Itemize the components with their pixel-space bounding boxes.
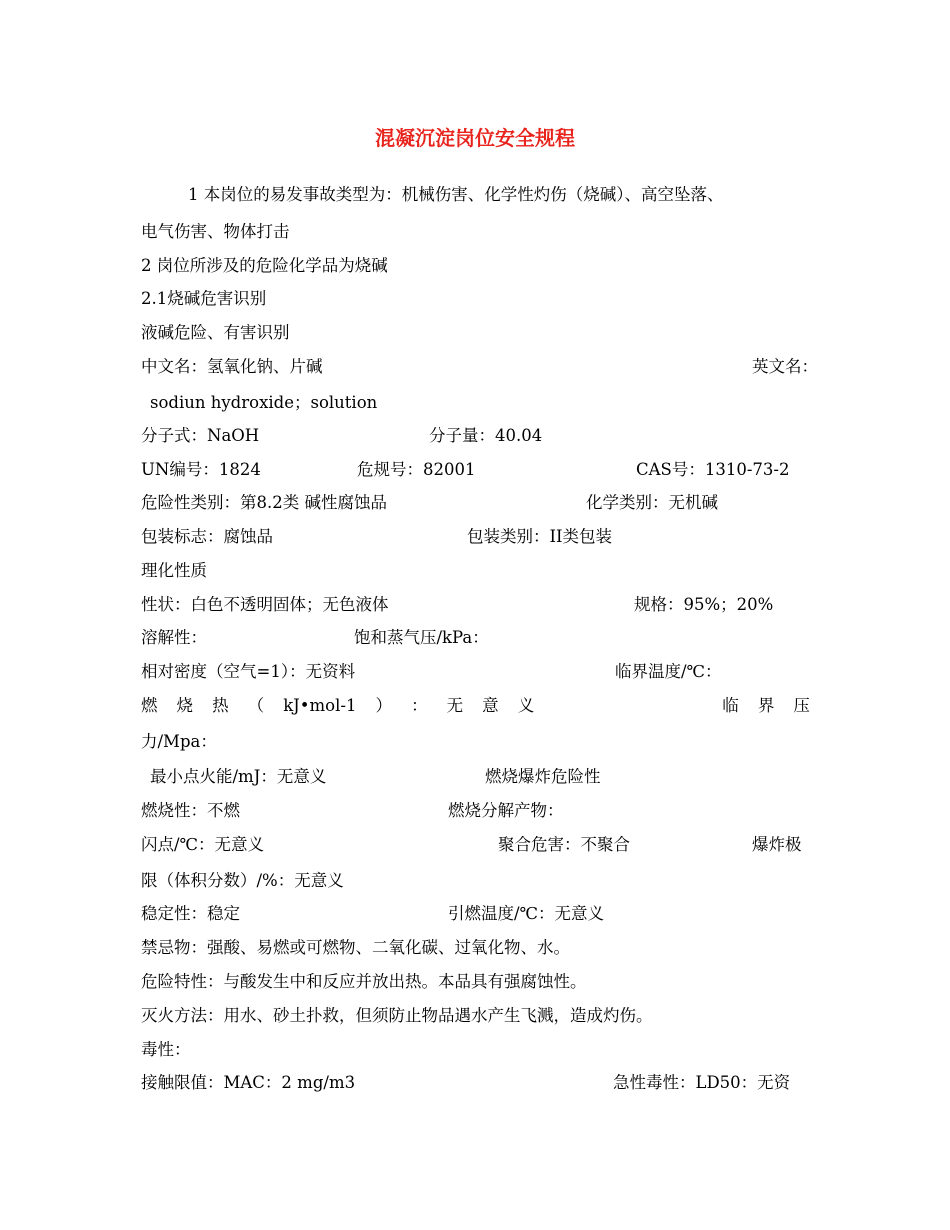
- critical-pressure-token: 压: [793, 696, 810, 715]
- appearance: 性状：白色不透明固体；无色液体: [141, 595, 389, 614]
- critical-pressure-token: 界: [757, 696, 775, 715]
- flash-point: 闪点/℃：无意义: [141, 835, 265, 854]
- decomposition-products: 燃烧分解产物：: [448, 801, 564, 820]
- explosion-limit-head: 爆炸极: [752, 835, 802, 854]
- explosion-hazard-heading: 燃烧爆炸危险性: [485, 767, 601, 786]
- heat-token: 烧: [176, 696, 194, 715]
- specification: 规格：95%；20%: [634, 595, 774, 614]
- heat-token: kJ•mol-1: [283, 696, 357, 715]
- danger-code: 危规号：82001: [357, 460, 476, 479]
- incompatible-materials: 禁忌物：强酸、易燃或可燃物、二氧化碳、过氧化物、水。: [141, 938, 570, 957]
- fire-fighting-method: 灭火方法：用水、砂土扑救，但须防止物品遇水产生飞溅，造成灼伤。: [141, 1006, 653, 1025]
- relative-density: 相对密度（空气=1）：无资料: [141, 662, 356, 681]
- heat-token: 义: [517, 696, 535, 715]
- heat-token: ：: [411, 696, 428, 715]
- molecular-formula: 分子式：NaOH: [141, 426, 260, 445]
- heat-token: 意: [482, 696, 499, 715]
- section-2-heading: 2 岗位所涉及的危险化学品为烧碱: [141, 256, 388, 275]
- flammability: 燃烧性：不燃: [141, 801, 240, 820]
- heat-of-combustion-line: [141, 696, 810, 716]
- paragraph-1-line-1: 1 本岗位的易发事故类型为：机械伤害、化学性灼伤（烧碱）、高空坠落、: [188, 185, 724, 204]
- hazard-class: 危险性类别：第8.2类 碱性腐蚀品: [141, 493, 387, 512]
- heat-token: 燃: [141, 696, 158, 715]
- hazard-feature: 危险特性：与酸发生中和反应并放出热。本品具有强腐蚀性。: [141, 972, 587, 991]
- solubility: 溶解性：: [141, 628, 207, 647]
- english-name-value: sodiun hydroxide；solution: [150, 393, 378, 412]
- english-name-label: 英文名：: [752, 357, 818, 376]
- physchem-heading: 理化性质: [141, 561, 207, 580]
- vapor-pressure: 饱和蒸气压/kPa：: [354, 628, 489, 647]
- critical-pressure-continuation: 力/Mpa：: [141, 732, 217, 751]
- explosion-limit-continuation: 限（体积分数）/%：无意义: [141, 871, 344, 890]
- package-class: 包装类别：II类包装: [467, 527, 613, 546]
- heat-token: 热: [212, 696, 229, 715]
- critical-pressure-token: 临: [722, 696, 739, 715]
- cas-number: CAS号：1310-73-2: [636, 460, 790, 479]
- polymerization: 聚合危害：不聚合: [498, 835, 630, 854]
- toxicity-heading: 毒性：: [141, 1040, 191, 1059]
- liquid-caustic-heading: 液碱危险、有害识别: [141, 323, 290, 342]
- min-ignition-energy: 最小点火能/mJ：无意义: [150, 767, 327, 786]
- acute-toxicity: 急性毒性：LD50：无资: [613, 1073, 791, 1092]
- heat-token: （: [247, 696, 265, 715]
- chemical-class: 化学类别：无机碱: [586, 493, 718, 512]
- chinese-name: 中文名：氢氧化钠、片碱: [141, 357, 323, 376]
- spacer: [553, 696, 703, 716]
- critical-temperature: 临界温度/℃：: [615, 662, 722, 681]
- heat-token: 无: [446, 696, 464, 715]
- document-title: 混凝沉淀岗位安全规程: [375, 126, 575, 150]
- stability: 稳定性：稳定: [141, 904, 240, 923]
- un-number: UN编号：1824: [141, 460, 261, 479]
- heat-token: ）: [375, 696, 393, 715]
- paragraph-1-line-2: 电气伤害、物体打击: [141, 222, 290, 241]
- molecular-weight: 分子量：40.04: [429, 426, 543, 445]
- exposure-limit: 接触限值：MAC：2 mg/m3: [141, 1073, 356, 1092]
- package-mark: 包装标志：腐蚀品: [141, 527, 273, 546]
- ignition-temperature: 引燃温度/℃：无意义: [448, 904, 605, 923]
- section-2-1-heading: 2.1烧碱危害识别: [141, 289, 267, 308]
